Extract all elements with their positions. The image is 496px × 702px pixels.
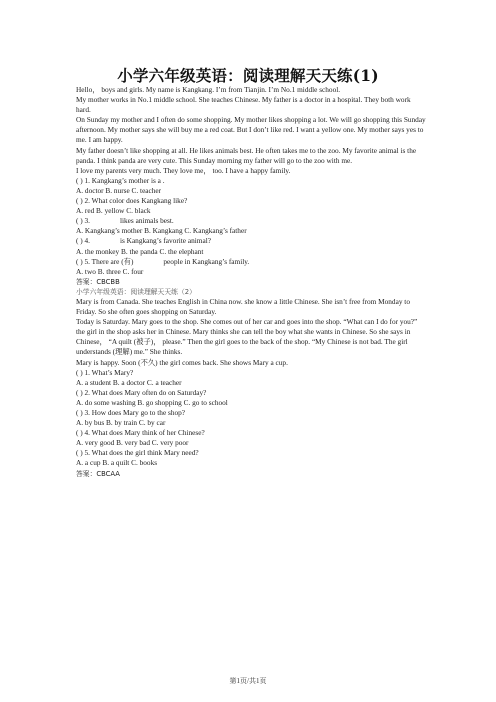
question-suffix: people in Kangkang’s family. <box>163 256 250 266</box>
passage2-paragraph: Mary is from Canada. She teaches English in China now. she know a little Chinese. She isn’t free from Monday to Friday. So she often goes shopping on Saturday. <box>76 296 410 317</box>
options-line: A. by bus B. by train C. by car <box>76 418 166 428</box>
question-line: ( ) 2. What color does Kangkang like? <box>76 196 188 206</box>
options-line: A. red B. yellow C. black <box>76 206 151 216</box>
options-line: A. two B. three C. four <box>76 266 144 276</box>
passage1-paragraph: On Sunday my mother and I often do some shopping. My mother likes shopping a lot. We will go shopping this Sunday afternoon. My mother says she will buy me a red coat. But I don’t like red. I want a yellow one. My mother says yes to me. I am happy. <box>76 115 426 145</box>
question-line <box>76 236 426 246</box>
answer-key: 答案：CBCBB <box>76 277 120 286</box>
page-title: 小学六年级英语：阅读理解天天练(1) <box>117 66 379 85</box>
question-line: ( ) 3. How does Mary go to the shop? <box>76 408 186 417</box>
question-line <box>76 257 426 267</box>
passage1-paragraph: My mother works in No.1 middle school. She teaches Chinese. My father is a doctor in a hospital. They both work hard. <box>76 95 411 115</box>
section-subtitle: 小学六年级英语：阅读理解天天练（2） <box>76 287 196 296</box>
document-body <box>76 85 426 479</box>
question-suffix: is Kangkang’s favorite animal? <box>119 236 211 246</box>
question-line: ( ) 4. What does Mary think of her Chinese? <box>76 428 205 438</box>
options-line: A. very good B. very bad C. very poor <box>76 438 189 448</box>
question-line: ( ) 1. What’s Mary? <box>76 367 134 377</box>
passage1-paragraph: Hello， boys and girls. My name is Kangkang. I’m from Tianjin. I’m No.1 middle school. <box>76 85 341 94</box>
page-footer: 第1页/共1页 <box>229 677 267 685</box>
passage2-paragraph: Today is Saturday. Mary goes to the shop. She comes out of her car and goes into the shop. “What can I do for you?” the girl in the shop asks her in Chinese. Mary thinks she can tell the boy what she wants in Chinese. So she says in Chinese， “A quilt (被子)， please.” Then the girl goes to the back of the shop. “My Chinese is not bad. The girl understands (理解) me.” She thinks. <box>76 317 418 357</box>
options-line: A. Kangkang’s mother B. Kangkang C. Kangkang’s father <box>76 226 247 236</box>
passage2-paragraph: Mary is happy. Soon (不久) the girl comes back. She shows Mary a cup. <box>76 357 288 367</box>
passage1-paragraph: My father doesn’t like shopping at all. He likes animals best. He often takes me to the zoo. My favorite animal is the panda. I think panda are very cute. This Sunday morning my father will go to the zoo with me. <box>76 145 417 165</box>
question-line: ( ) 1. Kangkang’s mother is a . <box>76 175 165 185</box>
question-prefix: ( ) 4. <box>76 236 90 246</box>
question-line: ( ) 2. What does Mary often do on Saturday? <box>76 387 207 397</box>
options-line: A. doctor B. nurse C. teacher <box>76 185 162 195</box>
passage1-paragraph: I love my parents very much. They love me， too. I have a happy family. <box>76 165 291 175</box>
question-prefix: ( ) 5. There are (有) <box>76 256 134 266</box>
options-line: A. the monkey B. the panda C. the elephant <box>76 246 204 256</box>
options-line: A. do some washing B. go shopping C. go to school <box>76 397 228 407</box>
question-line <box>76 216 426 226</box>
answer-key: 答案：CBCAA <box>76 469 120 478</box>
question-suffix: likes animals best. <box>119 216 174 226</box>
options-line: A. a student B. a doctor C. a teacher <box>76 377 182 387</box>
question-line: ( ) 5. What does the girl think Mary need? <box>76 448 199 458</box>
options-line: A. a cup B. a quilt C. books <box>76 458 158 468</box>
question-prefix: ( ) 3. <box>76 216 90 226</box>
